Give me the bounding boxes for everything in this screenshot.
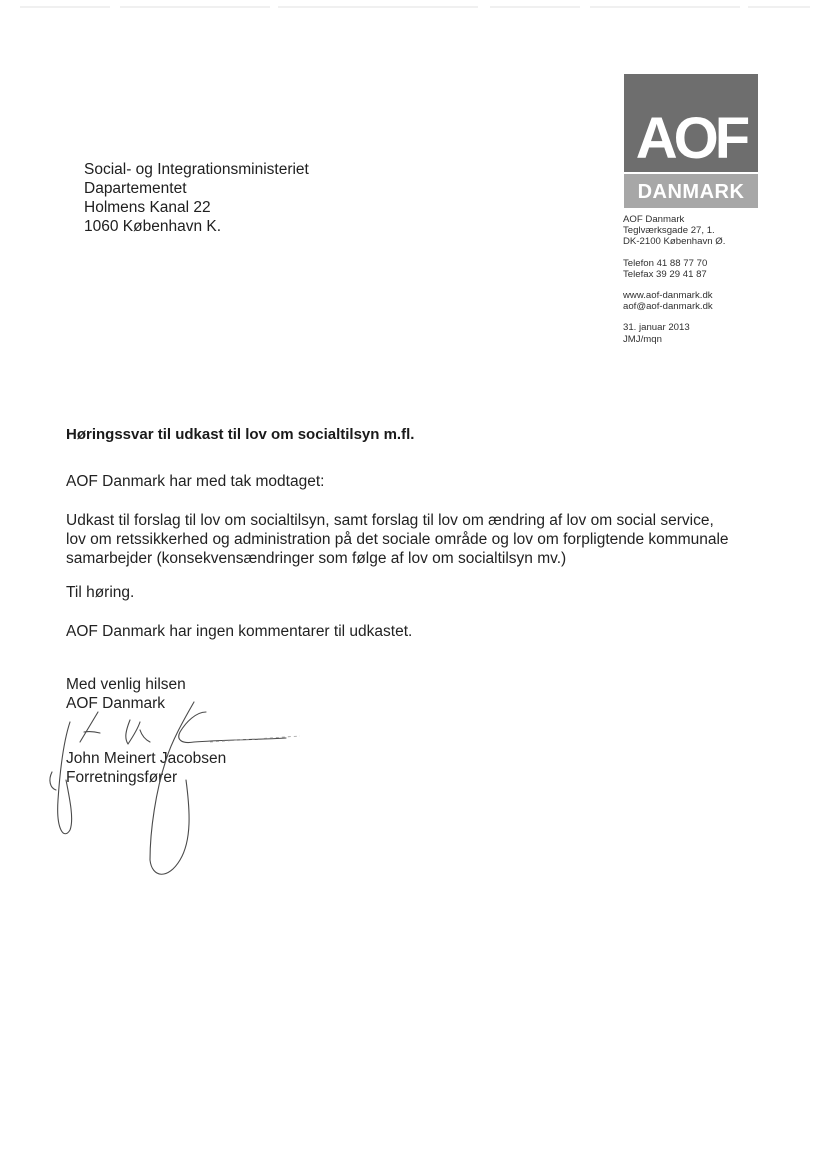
- sender-phone: Telefon 41 88 77 70: [623, 257, 708, 269]
- sender-date-block: [623, 322, 725, 344]
- scan-edge-line: [0, 6, 828, 8]
- logo-aof-text: AOF: [635, 106, 747, 171]
- closing-organization: AOF Danmark: [66, 695, 166, 712]
- body-paragraph-2-line-1: Udkast til forslag til lov om socialtilsyn, samt forslag til lov om ændring af lov om social service,: [66, 512, 714, 529]
- sender-city: DK-2100 København Ø.: [623, 236, 726, 248]
- recipient-line-4: 1060 København K.: [84, 218, 222, 235]
- body-paragraph-2-line-2: lov om retssikkerhed og administration på det sociale område og lov om forpligtende kommunale: [66, 531, 729, 548]
- body-paragraph-2: [66, 511, 729, 568]
- logo-danmark-text: DANMARK: [637, 181, 745, 203]
- signer-name: John Meinert Jacobsen: [66, 750, 227, 767]
- recipient-line-3: Holmens Kanal 22: [84, 199, 211, 216]
- recipient-line-1: Social- og Integrationsministeriet: [84, 161, 309, 178]
- sender-online-block: [623, 290, 725, 312]
- body-paragraph-2-line-3: samarbejder (konsekvensændringer som følge af lov om socialtilsyn mv.): [66, 550, 567, 567]
- recipient-line-2: Dapartementet: [84, 180, 187, 197]
- recipient-address: [84, 160, 309, 236]
- letter-date: 31. januar 2013: [623, 322, 690, 334]
- sender-street: Teglværksgade 27, 1.: [623, 225, 715, 237]
- sender-address-block: [623, 214, 725, 248]
- sender-name: AOF Danmark: [623, 214, 685, 225]
- sender-website: www.aof-danmark.dk: [623, 290, 713, 302]
- signer-title: Forretningsfører: [66, 769, 178, 786]
- sender-fax: Telefax 39 29 41 87: [623, 268, 707, 280]
- letter-reference: JMJ/mqn: [623, 333, 662, 345]
- letter-subject: Høringssvar til udkast til lov om socialtilsyn m.fl.: [66, 426, 415, 443]
- body-paragraph-1: AOF Danmark har med tak modtaget:: [66, 473, 325, 490]
- sender-info: [623, 214, 725, 355]
- sender-contact-block: [623, 258, 725, 280]
- sender-email: aof@aof-danmark.dk: [623, 301, 713, 313]
- aof-logo: [624, 74, 758, 208]
- body-paragraph-4: AOF Danmark har ingen kommentarer til udkastet.: [66, 623, 413, 640]
- closing-greeting: Med venlig hilsen: [66, 676, 186, 693]
- body-paragraph-3: Til høring.: [66, 584, 135, 601]
